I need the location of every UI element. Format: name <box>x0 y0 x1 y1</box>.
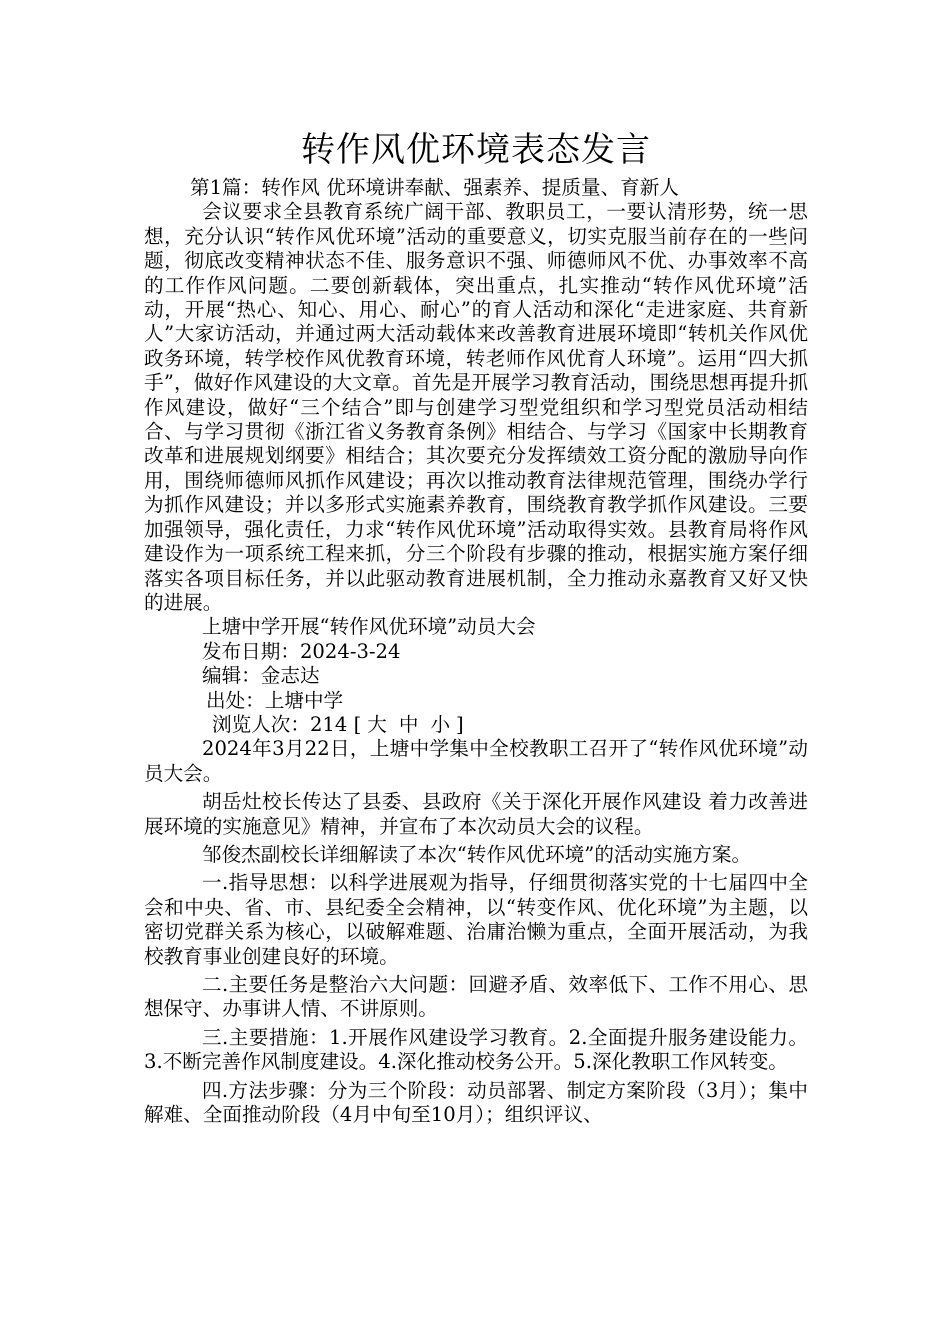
source: 出处：上塘中学 <box>206 688 344 712</box>
article-paragraph-1: 2024年3月22日，上塘中学集中全校教职工召开了“转作风优环境”动员大会。 <box>144 737 808 785</box>
article-paragraph-7: 四.方法步骤：分为三个阶段：动员部署、制定方案阶段（3月）；集中解难、全面推动阶段（4月中旬至10月）；组织评议、 <box>144 1078 808 1127</box>
document-page <box>144 126 808 1127</box>
article-paragraph-4: 一.指导思想：以科学进展观为指导，仔细贯彻落实党的十七届四中全会和中央、省、市、县纪委全会精神，以“转变作风、优化环境”为主题，以密切党群关系为核心，以破解难题、治庸治懒为重点，全面开展活动，为我校教育事业创建良好的环境。 <box>144 871 808 968</box>
editor: 编辑：金志达 <box>202 664 320 688</box>
document-title: 转作风优环境表态发言 <box>301 130 651 170</box>
font-size-small-link[interactable]: 小 <box>430 712 451 736</box>
article-paragraph-3: 邹俊杰副校长详细解读了本次“转作风优环境”的活动实施方案。 <box>202 842 752 866</box>
article-paragraph-6: 三.主要措施：1.开展作风建设学习教育。2.全面提升服务建设能力。3.不断完善作风制度建设。4.深化推动校务公开。5.深化教职工作风转变。 <box>144 1025 808 1074</box>
view-count-close: ] <box>456 712 464 736</box>
section-heading: 第1篇：转作风 优环境讲奉献、强素养、提质量、育新人 <box>190 176 679 199</box>
article-headline: 上塘中学开展“转作风优环境”动员大会 <box>202 615 536 639</box>
section-body: 会议要求全县教育系统广阔干部、教职员工，一要认清形势，统一思想，充分认识“转作风优环境”活动的重要意义，切实克服当前存在的一些问题，彻底改变精神状态不佳、服务意识不强、师德师风不优、办事效率不高的工作作风问题。二要创新载体，突出重点，扎实推动“转作风优环境”活动，开展“热心、知心、用心、耐心”的育人活动和深化“走进家庭、共育新人”大家访活动，并通过两大活动载体来改善教育进展环境即“转机关作风优政务环境，转学校作风优教育环境，转老师作风优育人环境”。运用“四大抓手”，做好作风建设的大文章。首先是开展学习教育活动，围绕思想再提升抓作风建设，做好“三个结合”即与创建学习型党组织和学习型党员活动相结合、与学习贯彻《浙江省义务教育条例》相结合、与学习《国家中长期教育改革和进展规划纲要》相结合；其次要充分发挥绩效工资分配的激励导向作用，围绕师德师风抓作风建设；再次以推动教育法律规范管理，围绕办学行为抓作风建设；并以多形式实施素养教育，围绕教育教学抓作风建设。三要加强领导，强化责任，力求“转作风优环境”活动取得实效。县教育局将作风建设作为一项系统工程来抓，分三个阶段有步骤的推动，根据实施方案仔细落实各项目标任务，并以此驱动教育进展机制，全力推动永嘉教育又好又快的进展。 <box>144 200 808 614</box>
article-paragraph-5: 二.主要任务是整治六大问题：回避矛盾、效率低下、工作不用心、思想保守、办事讲人情、不讲原则。 <box>144 973 808 1021</box>
view-count: 浏览人次：214 [ <box>212 712 362 736</box>
publish-date: 发布日期：2024-3-24 <box>202 639 401 663</box>
font-size-medium-link[interactable]: 中 <box>398 712 419 736</box>
view-count-line <box>144 713 808 737</box>
font-size-large-link[interactable]: 大 <box>367 712 387 736</box>
article-paragraph-2: 胡岳灶校长传达了县委、县政府《关于深化开展作风建设 着力改善进展环境的实施意见》精神，并宣布了本次动员大会的议程。 <box>144 790 808 838</box>
